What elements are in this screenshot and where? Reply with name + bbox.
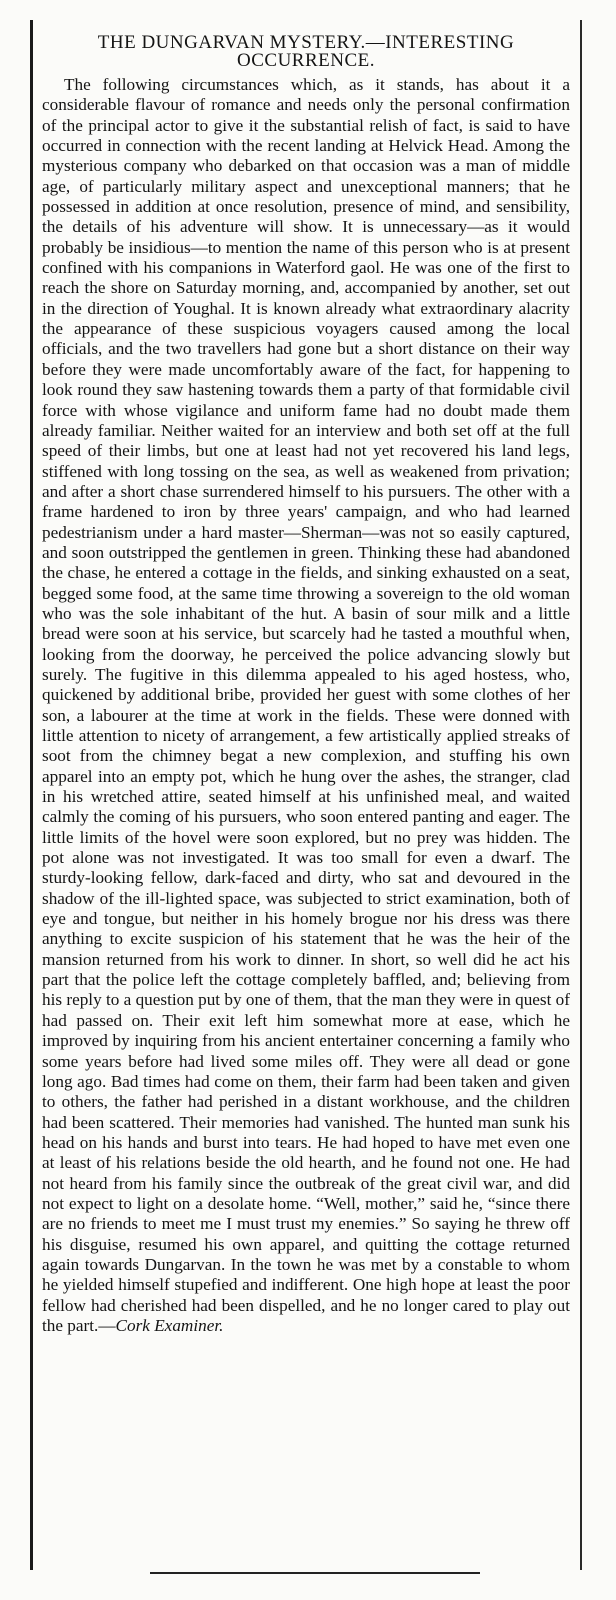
article-body [42,75,570,1336]
article-body-text: The following circumstances which, as it stands, has about it a considerable flavour of romance and needs only the personal confirmation of the principal actor to give it the substantial relish of fact, is said to have occurred in connection with the recent landing at Helvick Head. Among the mysterious company who debarked on that occasion was a man of middle age, of particularly military aspect and unexceptional manners; that he possessed in addition at once resolution, presence of mind, and sensibility, the details of his adventure will show. It is unnecessary—as it would probably be insidious—to mention the name of this person who is at present confined with his companions in Waterford gaol. He was one of the first to reach the shore on Saturday morning, and, accompanied by another, set out in the direction of Youghal. It is known already what extraordinary alacrity the appearance of these suspicious voyagers caused among the local officials, and the two travellers had gone but a short distance on their way before they were made uncomfortably aware of the fact, for happening to look round they saw hastening towards them a party of that formidable civil force with whose vigilance and uniform fame had no doubt made them already familiar. Neither waited for an interview and both set off at the full speed of their limbs, but one at least had not yet recovered his land legs, stiffened with long tossing on the sea, as well as weakened from privation; and after a short chase surrendered himself to his pursuers. The other with a frame hardened to iron by three years' campaign, and who had learned pedestrianism under a hard master—Sherman—was not so easily captured, and soon outstripped the gentlemen in green. Thinking these had abandoned the chase, he entered a cottage in the fields, and sinking exhausted on a seat, begged some food, at the same time throwing a sovereign to the old woman who was the sole inhabitant of the hut. A basin of sour milk and a little bread were soon at his service, but scarcely had he tasted a mouthful when, looking from the doorway, he perceived the police advancing slowly but surely. The fugitive in this dilemma appealed to his aged hostess, who, quickened by additional bribe, provided her guest with some clothes of her son, a labourer at the time at work in the fields. These were donned with little attention to nicety of arrangement, a few artistically applied streaks of soot from the chimney begat a new complexion, and stuffing his own apparel into an empty pot, which he hung over the ashes, the stranger, clad in his wretched attire, seated himself at his unfinished meal, and waited calmly the coming of his pursuers, who soon entered panting and eager. The little limits of the hovel were soon explored, but no prey was hidden. The pot alone was not investigated. It was too small for even a dwarf. The sturdy-looking fellow, dark-faced and dirty, who sat and devoured in the shadow of the ill-lighted space, was subjected to strict examination, both of eye and tongue, but neither in his homely brogue nor his dress was there anything to excite suspicion of his statement that he was the heir of the mansion returned from his work to dinner. In short, so well did he act his part that the police left the cottage completely baffled, and; believing from his reply to a question put by one of them, that the man they were in quest of had passed on. Their exit left him somewhat more at ease, which he improved by inquiring from his ancient entertainer concerning a family who some years before had lived some miles off. They were all dead or gone long ago. Bad times had come on them, their farm had been taken and given to others, the father had perished in a distant workhouse, and the children had been scattered. Their memories had vanished. The hunted man sunk his head on his hands and burst into tears. He had hoped to have met even one at least of his relations beside the old hearth, and he found not one. He had not heard from his family since the outbreak of the great civil war, and did not expect to light on a desolate home. “Well, mother,” said he, “since there are no friends to meet me I must trust my enemies.” So saying he threw off his disguise, resumed his own apparel, and quitting the cottage returned again towards Dungarvan. In the town he was met by a constable to whom he yielded himself stupefied and indifferent. One high hope at least the poor fellow had cherished had been dispelled, and he no longer cared to play out the part.— [42,75,570,1335]
column-rule-right [580,20,582,1570]
headline-line-2: OCCURRENCE. [237,50,375,71]
headline-line-1: THE DUNGARVAN MYSTERY.—INTERESTING [97,32,515,53]
column-rule-left [30,20,33,1570]
article-headline [42,34,570,70]
article-column [42,34,570,1336]
article-paragraph [42,75,570,1336]
source-attribution: Cork Examiner. [115,1315,224,1335]
closing-rule [150,1572,480,1574]
